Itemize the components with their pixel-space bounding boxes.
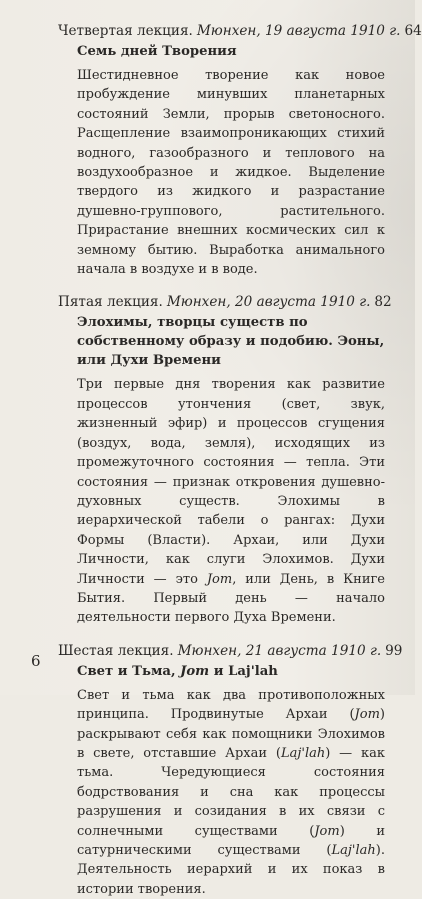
lecture-page-number: 64	[404, 23, 422, 39]
lecture-body	[58, 313, 385, 627]
lecture-heading	[58, 293, 392, 312]
lecture-place-date: Мюнхен, 19 августа 1910 г.	[196, 23, 401, 39]
summary-term: Jom	[354, 707, 380, 723]
summary-text: ) — как тьма. Чередующиеся состояния бодрствования и сна как процессы разрушения и созидания в их связи с солнечными существами (	[77, 745, 385, 839]
lecture-entry-4	[58, 22, 422, 279]
lecture-heading	[58, 22, 422, 41]
lecture-entry-5	[58, 293, 392, 627]
lecture-body	[58, 662, 385, 899]
lecture-label: Шестая лекция.	[58, 642, 174, 659]
summary-text: Три первые дня творения как развитие процессов утончения (свет, звук, жизненный эфир) и процессов сгущения (воздух, вода, земля), исходящих из промежуточного состояния — тепла. Эти состояния — признак откровения душевно-духовных существ. Элохимы в иерархической табели о рангах: Духи Формы (Власти). Архаи, или Духи Личности, как слуги Элохимов. Духи Личности — это	[77, 377, 385, 587]
lecture-label: Четвертая лекция.	[58, 23, 193, 39]
summary-term: Laj'lah	[331, 843, 376, 858]
summary-text: , или День, в Книге Бытия. Первый день — начало деятельности первого Духа Времени.	[77, 571, 385, 626]
summary-term: Laj'lah	[280, 745, 326, 761]
lecture-page-number: 99	[385, 642, 403, 659]
lecture-summary	[77, 375, 385, 627]
page-number: 6	[31, 652, 41, 670]
lecture-page-number: 82	[374, 294, 392, 311]
summary-text: ) и сатурническими существами (	[77, 823, 385, 858]
lecture-summary	[77, 686, 385, 899]
summary-text: Свет и тьма как два противоположных принципа. Продвинутые Архаи (	[77, 687, 385, 723]
summary-text: ) раскрывают себя как помощники Элохимов в свете, отставшие Архаи (	[77, 707, 385, 761]
lecture-heading	[58, 642, 403, 661]
title-text: и Laj'lah	[209, 663, 278, 679]
lecture-title: Элохимы, творцы существ по собственному образу и подобию. Эоны, или Духи Времени	[77, 315, 385, 369]
summary-term: Jom	[206, 571, 233, 587]
summary-text: ). Деятельность иерархий и их показ в истории творения.	[77, 843, 385, 897]
title-text: Свет и Тьма,	[77, 663, 181, 679]
title-term: Jom	[180, 663, 210, 679]
lecture-place-date: Мюнхен, 21 августа 1910 г.	[177, 642, 382, 659]
summary-term: Jom	[314, 823, 340, 839]
lecture-label: Пятая лекция.	[58, 294, 163, 311]
lecture-entry-6	[58, 642, 403, 899]
lecture-body	[58, 42, 385, 279]
lecture-place-date: Мюнхен, 20 августа 1910 г.	[166, 294, 371, 311]
lecture-title: Семь дней Творения	[77, 44, 237, 59]
lecture-summary: Шестидневное творение как новое пробуждение минувших планетарных состояний Земли, прорыв светоносного. Расщепление взаимопроникающих стихий водного, газообразного и теплового на воздухообразное и жидкое. Выделение твердого из жидкого и разрастание душевно-группового, растительного. Прирастание внешних космических сил к земному бытию. Выработка анимального начала в воздухе и в воде.	[77, 68, 385, 278]
lecture-title	[77, 662, 385, 681]
